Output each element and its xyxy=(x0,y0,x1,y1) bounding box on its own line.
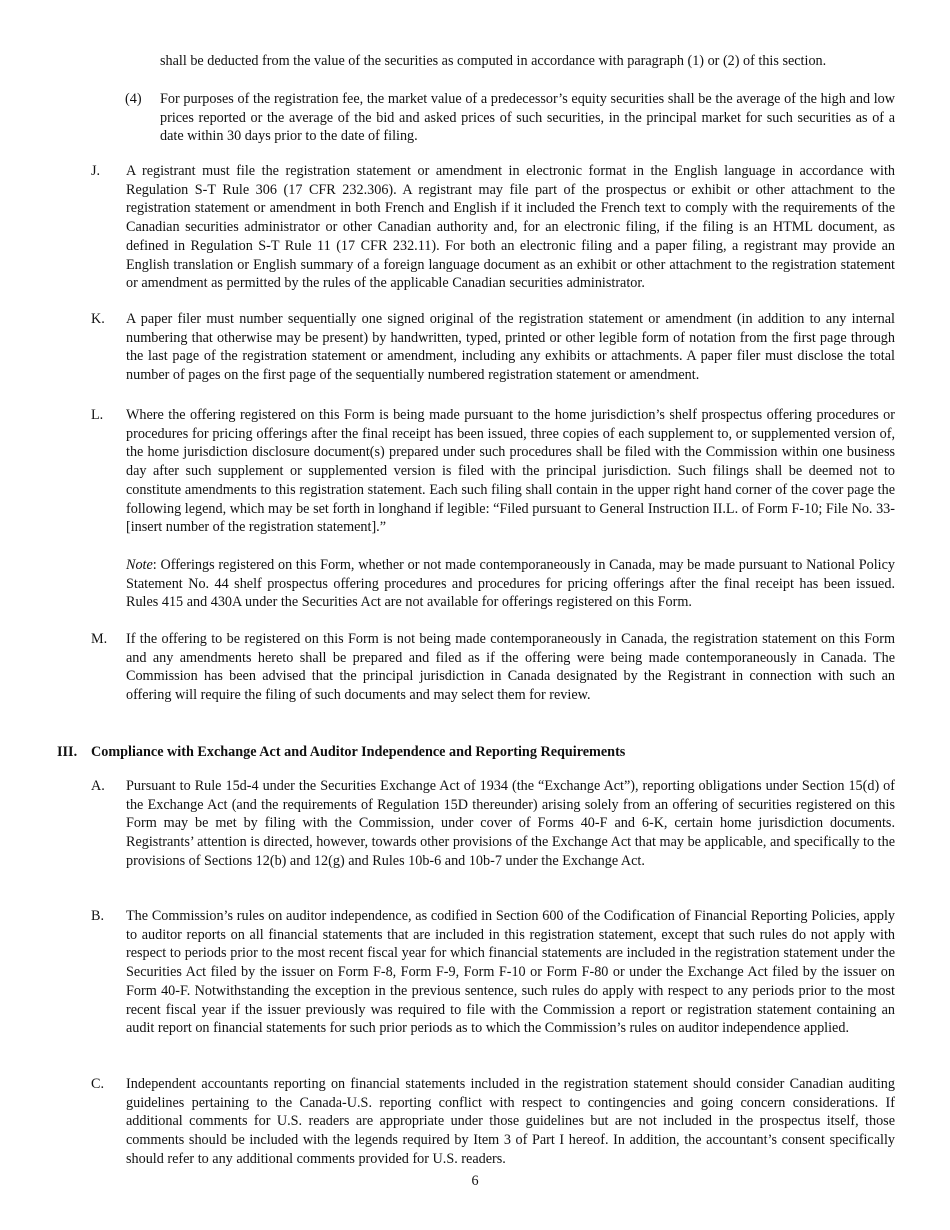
item-k-label: K. xyxy=(91,311,105,327)
item-l-paragraph: Where the offering registered on this Form is being made pursuant to the home jurisdiction’s shelf prospectus offering procedures or procedures for pricing offerings after the final receipt has been issued, three copies of each supplement to, or supplemented version of, the home jurisdiction disclosure document(s) prepared under such procedures shall be filed with the Commission within one business day after such supplement or supplemented version is filed with the principal jurisdiction. Such filings shall be deemed not to constitute amendments to this registration statement. Each such filing shall contain in the upper right hand corner of the cover page the following legend, which may be set forth in longhand if legible: “Filed pursuant to General Instruction II.L. of Form F-10; File No. 33-[insert number of the registration statement].” xyxy=(126,407,895,536)
item-k-paragraph: A paper filer must number sequentially one signed original of the registration statement or amendment (in addition to any internal numbering that otherwise may be present) by handwritten, typed, printed or other legible form of notation from the first page through the last page of the registration statement or amendment, including any exhibits or attachments. A paper filer must disclose the total number of pages on the first page of the sequentially numbered registration statement or amendment. xyxy=(126,311,895,384)
item-l-note xyxy=(126,556,895,612)
item-iii-c-paragraph: Independent accountants reporting on financial statements included in the registration statement should consider Canadian auditing guidelines pertaining to the Canada-U.S. reporting conflict with respect to contingencies and going concern considerations. If additional comments for U.S. readers are appropriate under those guidelines but are not included in the prospectus itself, those comments should be included with the legends required by Item 3 of Part I hereof. In addition, the accountant’s consent specifically should refer to any additional comments provided for U.S. readers. xyxy=(126,1076,895,1167)
item-j-label: J. xyxy=(91,163,101,179)
page-number: 6 xyxy=(471,1173,479,1189)
item-iii-a-paragraph: Pursuant to Rule 15d-4 under the Securities Exchange Act of 1934 (the “Exchange Act”), reporting obligations under Section 15(d) of the Exchange Act (and the requirements of Regulation 15D thereunder) arising solely from an offering of securities registered on this Form may be met by filing with the Commission, under cover of Forms 40-F and 6-K, certain home jurisdiction documents. Registrants’ attention is directed, however, towards other provisions of the Exchange Act that may be applicable, and specifically to the provisions of Sections 12(b) and 12(g) and Rules 10b-6 and 10b-7 under the Exchange Act. xyxy=(126,778,895,869)
item-4-paragraph: For purposes of the registration fee, the market value of a predecessor’s equity securities shall be the average of the high and low prices reported or the average of the bid and asked prices of such securities, in the principal market for such securities as of a date within 30 days prior to the date of filing. xyxy=(160,91,895,145)
item-iii-b-label: B. xyxy=(91,908,105,924)
item-m-paragraph: If the offering to be registered on this Form is not being made contemporaneously in Canada, the registration statement on this Form and any amendments hereto shall be prepared and filed as if the offering were being made contemporaneously in Canada. The Commission has been advised that the principal jurisdiction in Canada designated by the Registrant in connection with such an offering will require the filing of such documents and may select them for review. xyxy=(126,631,895,704)
item-m-label: M. xyxy=(91,631,108,647)
item-iii-c-label: C. xyxy=(91,1076,105,1092)
item-4-label: (4) xyxy=(125,91,142,107)
note-text: : Offerings registered on this Form, whether or not made contemporaneously in Canada, may be made pursuant to National Policy Statement No. 44 shelf prospectus offering procedures and procedures for pricing offerings after the final receipt has been issued. Rules 415 and 430A under the Securities Act are not available for offerings registered on this Form. xyxy=(126,557,895,611)
item-j-paragraph: A registrant must file the registration statement or amendment in electronic format in the English language in accordance with Regulation S-T Rule 306 (17 CFR 232.306). A registrant may file part of the prospectus or exhibit or other attachment to the registration statement or amendment in both French and English if it included the French text to comply with the requirements of the Canadian securities administrator or other Canadian authority and, for an electronic filing, if the filing is an HTML document, as defined in Regulation S-T Rule 11 (17 CFR 232.11). For both an electronic filing and a paper filing, a registrant may provide an English translation or English summary of a foreign language document as an exhibit or other attachment to the registration statement or amendment as permitted by the rules of the applicable Canadian securities administrator. xyxy=(126,163,895,292)
item-iii-b-paragraph: The Commission’s rules on auditor independence, as codified in Section 600 of the Codification of Financial Reporting Policies, apply to auditor reports on all financial statements that are included in this registration statement, except that such rules do not apply with respect to periods prior to the most recent fiscal year for which financial statements are included in the registration statement under the Securities Act filed by the issuer on Form F-8, Form F-9, Form F-10 or Form F-80 or under the Exchange Act filed by the issuer on Form 40-F. Notwithstanding the exception in the previous sentence, such rules do apply with respect to any periods prior to the most recent fiscal year if the issuer previously was required to file with the Commission a report or registration statement containing an audit report on financial statements for such prior periods as to which the Commission’s rules on auditor independence applied. xyxy=(126,908,895,1037)
section-iii-title: Compliance with Exchange Act and Auditor Independence and Reporting Requirements xyxy=(91,744,626,760)
section-iii-number: III. xyxy=(57,744,78,760)
note-label: Note xyxy=(126,557,153,573)
continuation-paragraph: shall be deducted from the value of the securities as computed in accordance with paragraph (1) or (2) of this section. xyxy=(160,53,827,69)
item-iii-a-label: A. xyxy=(91,778,105,794)
item-l-label: L. xyxy=(91,407,104,423)
